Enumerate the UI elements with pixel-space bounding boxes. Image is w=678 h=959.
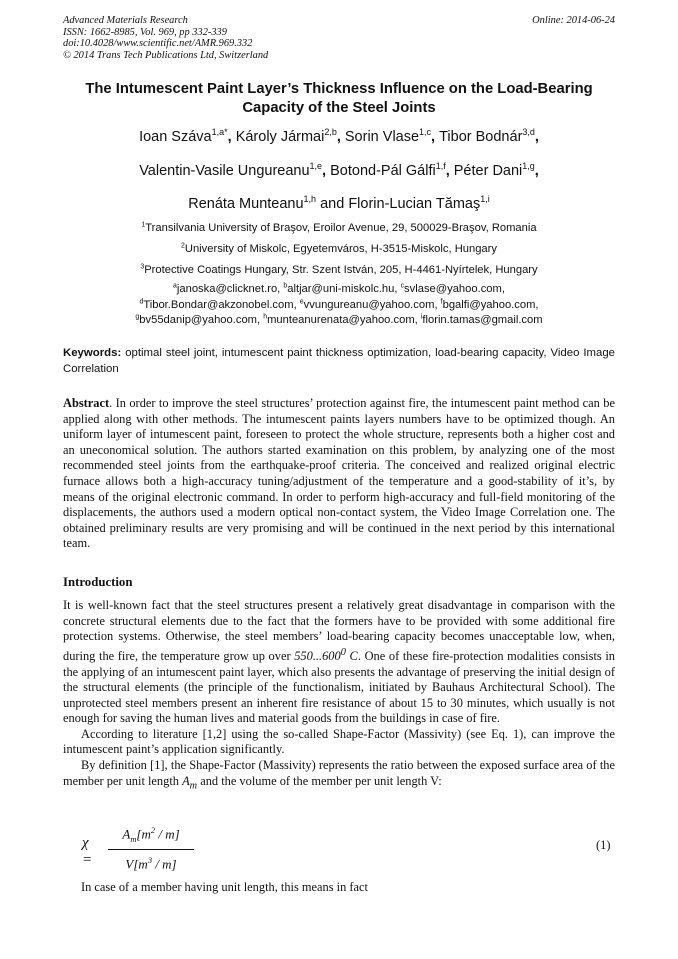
area-symbol-letter: A: [182, 773, 190, 788]
introduction-heading: Introduction: [63, 575, 133, 589]
journal-name: Advanced Materials Research: [63, 15, 188, 26]
email-line-1: $^a$janoska@clicknet.ro, $^b$altjar@uni-miskolc.hu, $^c$svlase@yahoo.com,: [173, 282, 505, 295]
journal-copyright: © 2014 Trans Tech Publications Ltd, Switzerland: [63, 49, 269, 61]
title-line-2: Capacity of the Steel Joints: [242, 100, 436, 116]
email-mark: i: [420, 313, 423, 321]
fraction-bar: [108, 849, 194, 850]
keywords-label: Keywords:: [63, 347, 122, 359]
author-name: Ioan Száva: [139, 129, 212, 145]
author-affil-mark: 1,h: [303, 194, 317, 205]
intro-p3-text-b: and the volume of the member per unit length V:: [197, 773, 442, 788]
email-mark: d: [139, 297, 144, 305]
author-affil-mark: 3,d: [522, 127, 535, 138]
intro-paragraph-3: [63, 758, 615, 794]
keywords-text: optimal steel joint, intumescent paint thickness optimization, load-bearing capacity, Video Image Correlation: [63, 347, 616, 375]
intro-p3-text-a: By definition [1], the Shape-Factor (Massivity) represents the ratio between the exposed surface area of the member per unit length: [63, 758, 615, 788]
author-affil-mark: 1,g: [522, 161, 535, 172]
authors-line-1: Ioan Száva$^{1,a*}$, Károly Jármai$^{2,b}$, Sorin Vlase$^{1,c}$, Tibor Bodnár$^{3,d}$,: [139, 127, 539, 145]
author-name: Florin-Lucian Tămaş: [348, 196, 481, 212]
den-unit-sup: 3: [147, 854, 153, 865]
email-mark: b: [283, 282, 288, 290]
affiliation-mark: 3: [140, 263, 145, 271]
authors-line-2: Valentin-Vasile Ungureanu$^{1,e}$, Botond-Pál Gálfi$^{1,f}$, Péter Dani$^{1,g}$,: [139, 161, 539, 179]
email-link[interactable]: svlase@yahoo.com: [404, 283, 502, 295]
email-link[interactable]: Tibor.Bondar@akzonobel.com: [143, 298, 294, 311]
abstract-block: [63, 396, 615, 552]
email-mark: g: [135, 313, 140, 321]
email-link[interactable]: munteanurenata@yahoo.com: [267, 314, 415, 327]
email-mark: f: [440, 297, 443, 305]
intro-p1-text-a: It is well-known fact that the steel structures present a relatively great disadvantage in comparison with the concrete structural elements due to the fact that the formers have to be provided with some additional fire protection systems. Otherwise, the steel members’ load-bearing capacity becomes unacceptable low, when, during the fire, the temperature grow up over: [63, 598, 615, 663]
journal-issn: ISSN: 1662-8985, Vol. 969, pp 332-339: [63, 26, 227, 38]
intro-p1-text-b: . One of these fire-protection modalities consists in the applying of an intumescent paint layer, which also presents the advantage of preserving the initial design of the structural elements (the principle of the functionalism, initiated by Bauhaus Architectural School). The unprotected steel members present an inherent fire resistance of about 15 to 30 minutes, which usually is not enough for saving the human lives and material goods from the buildings in case of fire.: [63, 648, 616, 726]
author-name: Péter Dani: [453, 163, 523, 179]
num-unit-a: [m: [136, 826, 151, 842]
area-symbol-sub: m: [189, 780, 198, 792]
email-link[interactable]: bv55danip@yahoo.com: [139, 314, 257, 327]
num-sub: m: [130, 833, 137, 844]
introduction-body: [63, 598, 615, 794]
author-affil-mark: 1,a*: [211, 127, 228, 138]
email-link[interactable]: altjar@uni-miskolc.hu: [287, 283, 395, 295]
equation-numerator: [108, 822, 194, 847]
abstract-text: . In order to improve the steel structures’ protection against fire, the intumescent paint method can be applied along with other methods. The intumescent paints layers numbers have to be optimized though. An uniform layer of intumescent paint, foreseen to protect the whole structure, represents both a higher cost and an uneconomical solution. The authors started examination on this problem, by analyzing one of the most recommended steel joints from the earthquake-proof criteria. The conceived and realized original electric furnace allows both a high-accuracy tuning/adjustment of the temperature and a good-stability of it’s, by means of the original electronic command. In order to perform high-accuracy and full-field monitoring of the displacements, the authors used a modern optical non-contact system, the Video Image Correlation one. The obtained preliminary results are very promising and will be continued in the next period by this international team.: [63, 396, 615, 551]
author-name: Károly Jármai: [235, 129, 325, 145]
online-date: Online: 2014-06-24: [532, 15, 615, 26]
affiliation-text: University of Miskolc, Egyetemváros, H-3515-Miskolc, Hungary: [184, 243, 497, 255]
den-unit-a: [m: [133, 856, 148, 872]
equation-fraction: [108, 822, 194, 872]
email-mark: c: [400, 282, 405, 290]
author-emails: [50, 282, 628, 329]
affiliation-text: Protective Coatings Hungary, Str. Szent István, 205, H-4461-Nyírtelek, Hungary: [144, 264, 538, 276]
author-affil-mark: 1,e: [309, 161, 323, 172]
equation-lhs: χ =: [82, 835, 93, 868]
temperature-unit: C: [349, 648, 358, 663]
after-equation-text: In case of a member having unit length, this means in fact: [81, 880, 368, 894]
temperature-value: 550...600: [294, 648, 341, 663]
area-symbol: [182, 773, 198, 792]
email-line-3: $^g$bv55danip@yahoo.com, $^h$munteanurenata@yahoo.com, $^i$florin.tamas@gmail.com: [135, 313, 543, 327]
email-line-2: $^d$Tibor.Bondar@akzonobel.com, $^e$vvungureanu@yahoo.com, $^f$bgalfi@yahoo.com,: [139, 297, 539, 311]
journal-header: [63, 15, 615, 61]
temperature-range: [294, 646, 358, 663]
keywords-block: [63, 346, 615, 377]
affiliation-mark: 2: [181, 242, 185, 250]
email-link[interactable]: bgalfi@yahoo.com: [442, 298, 536, 311]
author-name: Sorin Vlase: [344, 129, 420, 145]
affiliation-text: Transilvania University of Braşov, Eroilor Avenue, 29, 500029-Braşov, Romania: [145, 222, 537, 234]
author-affil-mark: 1,c: [419, 127, 432, 138]
author-affil-mark: 1,f: [435, 161, 446, 172]
authors-and: and: [320, 196, 345, 212]
title-line-1: The Intumescent Paint Layer’s Thickness Influence on the Load-Bearing: [85, 81, 593, 97]
affiliation-2: [50, 242, 628, 256]
author-name: Botond-Pál Gálfi: [330, 163, 436, 179]
equation-number: (1): [596, 838, 611, 852]
journal-doi: doi:10.4028/www.scientific.net/AMR.969.332: [63, 38, 253, 50]
email-link[interactable]: florin.tamas@gmail.com: [422, 314, 543, 327]
authors-line-3: [50, 195, 628, 213]
den-symbol: V: [125, 856, 134, 872]
email-mark: e: [299, 297, 304, 305]
degree-mark: 0: [340, 646, 346, 658]
affiliation-1: [50, 221, 628, 235]
den-unit-b: / m]: [152, 856, 177, 872]
author-name: Tibor Bodnár: [439, 129, 523, 145]
email-link[interactable]: janoska@clicknet.ro: [176, 283, 278, 295]
author-affil-mark: 1,i: [480, 194, 490, 205]
num-symbol: A: [122, 826, 131, 842]
intro-paragraph-2: According to literature [1,2] using the so-called Shape-Factor (Massivity) (see Eq. 1), can improve the intumescent paint’s application significantly.: [63, 726, 615, 757]
author-name: Renáta Munteanu: [188, 196, 304, 212]
affiliation-mark: 1: [141, 221, 146, 229]
equation-denominator: [108, 852, 194, 872]
affiliation-3: [50, 263, 628, 277]
num-unit-sup: 2: [150, 825, 156, 835]
paper-title: [50, 80, 628, 118]
intro-paragraph-1: [63, 598, 615, 727]
author-affil-mark: 2,b: [324, 127, 337, 138]
abstract-label: Abstract: [63, 396, 110, 410]
email-mark: a: [173, 282, 177, 290]
email-mark: h: [263, 313, 268, 321]
email-link[interactable]: vvungureanu@yahoo.com: [303, 298, 435, 311]
author-name: Valentin-Vasile Ungureanu: [139, 163, 310, 179]
num-unit-b: / m]: [155, 826, 180, 842]
